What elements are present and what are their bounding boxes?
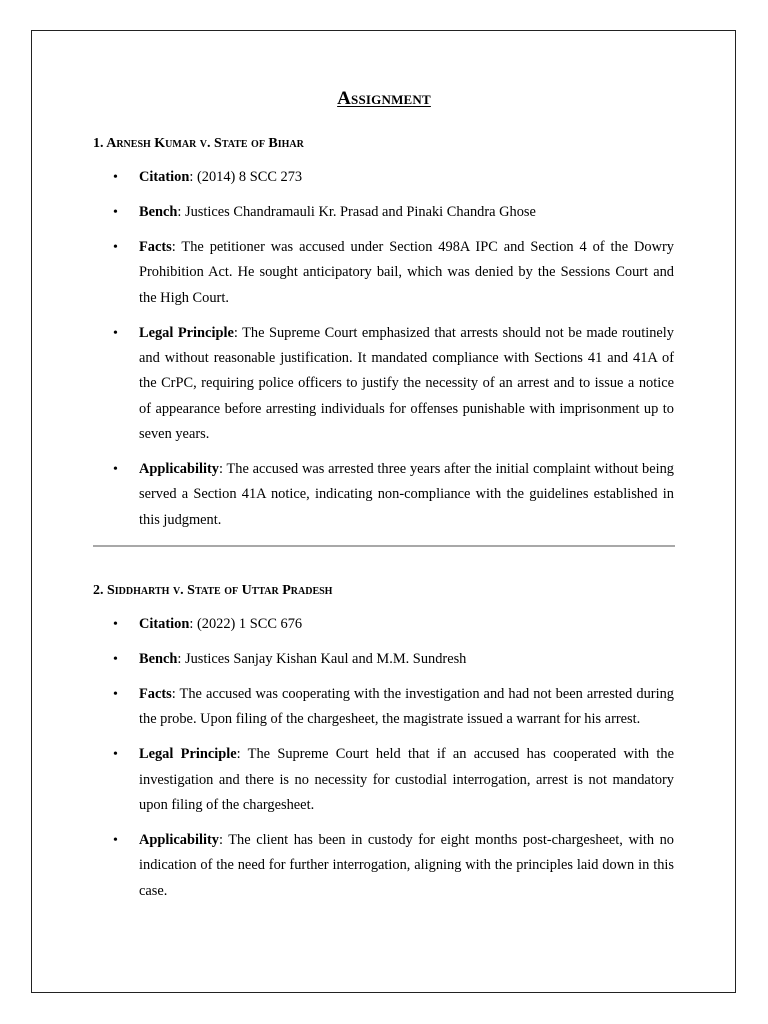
case-1-list — [93, 165, 674, 543]
bullet-icon: • — [113, 325, 118, 341]
bullet-icon: • — [113, 686, 118, 702]
bench-term: Bench — [139, 203, 178, 220]
case-1-applicability-item — [93, 457, 674, 533]
bench-text: : Justices Sanjay Kishan Kaul and M.M. Sundresh — [177, 650, 467, 667]
applicability-term: Applicability — [139, 831, 219, 848]
case-1-heading: 1. Arnesh Kumar v. State of Bihar — [93, 136, 304, 151]
case-2-bench-item — [93, 647, 674, 672]
citation-term: Citation — [139, 169, 190, 185]
applicability-term: Applicability — [139, 461, 219, 478]
facts-text: : The petitioner was accused under Section 498A IPC and Section 4 of the Dowry Prohibition Act. He sought anticipatory bail, which was denied by the Sessions Court and the High Court. — [139, 238, 674, 306]
case-2-legal-principle-item — [93, 742, 674, 818]
bullet-icon: • — [113, 617, 118, 632]
case-2-list — [93, 612, 674, 914]
bench-text: : Justices Chandramauli Kr. Prasad and Pinaki Chandra Ghose — [177, 203, 536, 220]
case-1-bench-item — [93, 200, 674, 225]
case-2-facts-item — [93, 682, 674, 733]
legal-principle-text: : The Supreme Court emphasized that arrests should not be made routinely and without reasonable justification. It mandated compliance with Sections 41 and 41A of the CrPC, requiring police officers to justify the necessity of an arrest and to issue a notice of appearance before arresting individuals for offenses punishable with imprisonment up to seven years. — [139, 324, 674, 443]
citation-text: : (2022) 1 SCC 676 — [189, 616, 303, 632]
applicability-text: : The accused was arrested three years after the initial complaint without being served a Section 41A notice, indicating non-compliance with the guidelines established in this judgment. — [139, 461, 674, 528]
case-1-facts-item — [93, 235, 674, 311]
case-2-citation-item — [93, 612, 674, 637]
bullet-icon: • — [113, 462, 118, 478]
section-divider — [93, 545, 675, 547]
case-2-applicability-item — [93, 828, 674, 904]
bullet-icon: • — [113, 204, 118, 220]
case-1-citation-item — [93, 165, 674, 190]
case-1-legal-principle-item — [93, 321, 674, 448]
legal-principle-term: Legal Principle — [139, 324, 234, 341]
legal-principle-term: Legal Principle — [139, 746, 237, 763]
facts-term: Facts — [139, 238, 172, 255]
facts-text: : The accused was cooperating with the investigation and had not been arrested during the probe. Upon filing of the chargesheet, the magistrate issued a warrant for his arrest. — [139, 685, 674, 728]
legal-principle-text: : The Supreme Court held that if an accused has cooperated with the investigation and there is no necessity for custodial interrogation, arrest is not mandatory upon filing of the chargesheet. — [139, 746, 675, 813]
facts-term: Facts — [139, 685, 172, 702]
document-title: Assignment — [337, 88, 431, 109]
bullet-icon: • — [113, 832, 118, 848]
bullet-icon: • — [113, 170, 118, 185]
applicability-text: : The client has been in custody for eight months post-chargesheet, with no indication of the need for further interrogation, aligning with the principles laid down in this case. — [139, 831, 674, 899]
case-2-heading: 2. Siddharth v. State of Uttar Pradesh — [93, 583, 333, 598]
bench-term: Bench — [139, 650, 178, 667]
bullet-icon: • — [113, 651, 118, 667]
bullet-icon: • — [113, 747, 118, 763]
citation-text: : (2014) 8 SCC 273 — [189, 169, 303, 185]
citation-term: Citation — [139, 616, 190, 632]
bullet-icon: • — [113, 239, 118, 255]
